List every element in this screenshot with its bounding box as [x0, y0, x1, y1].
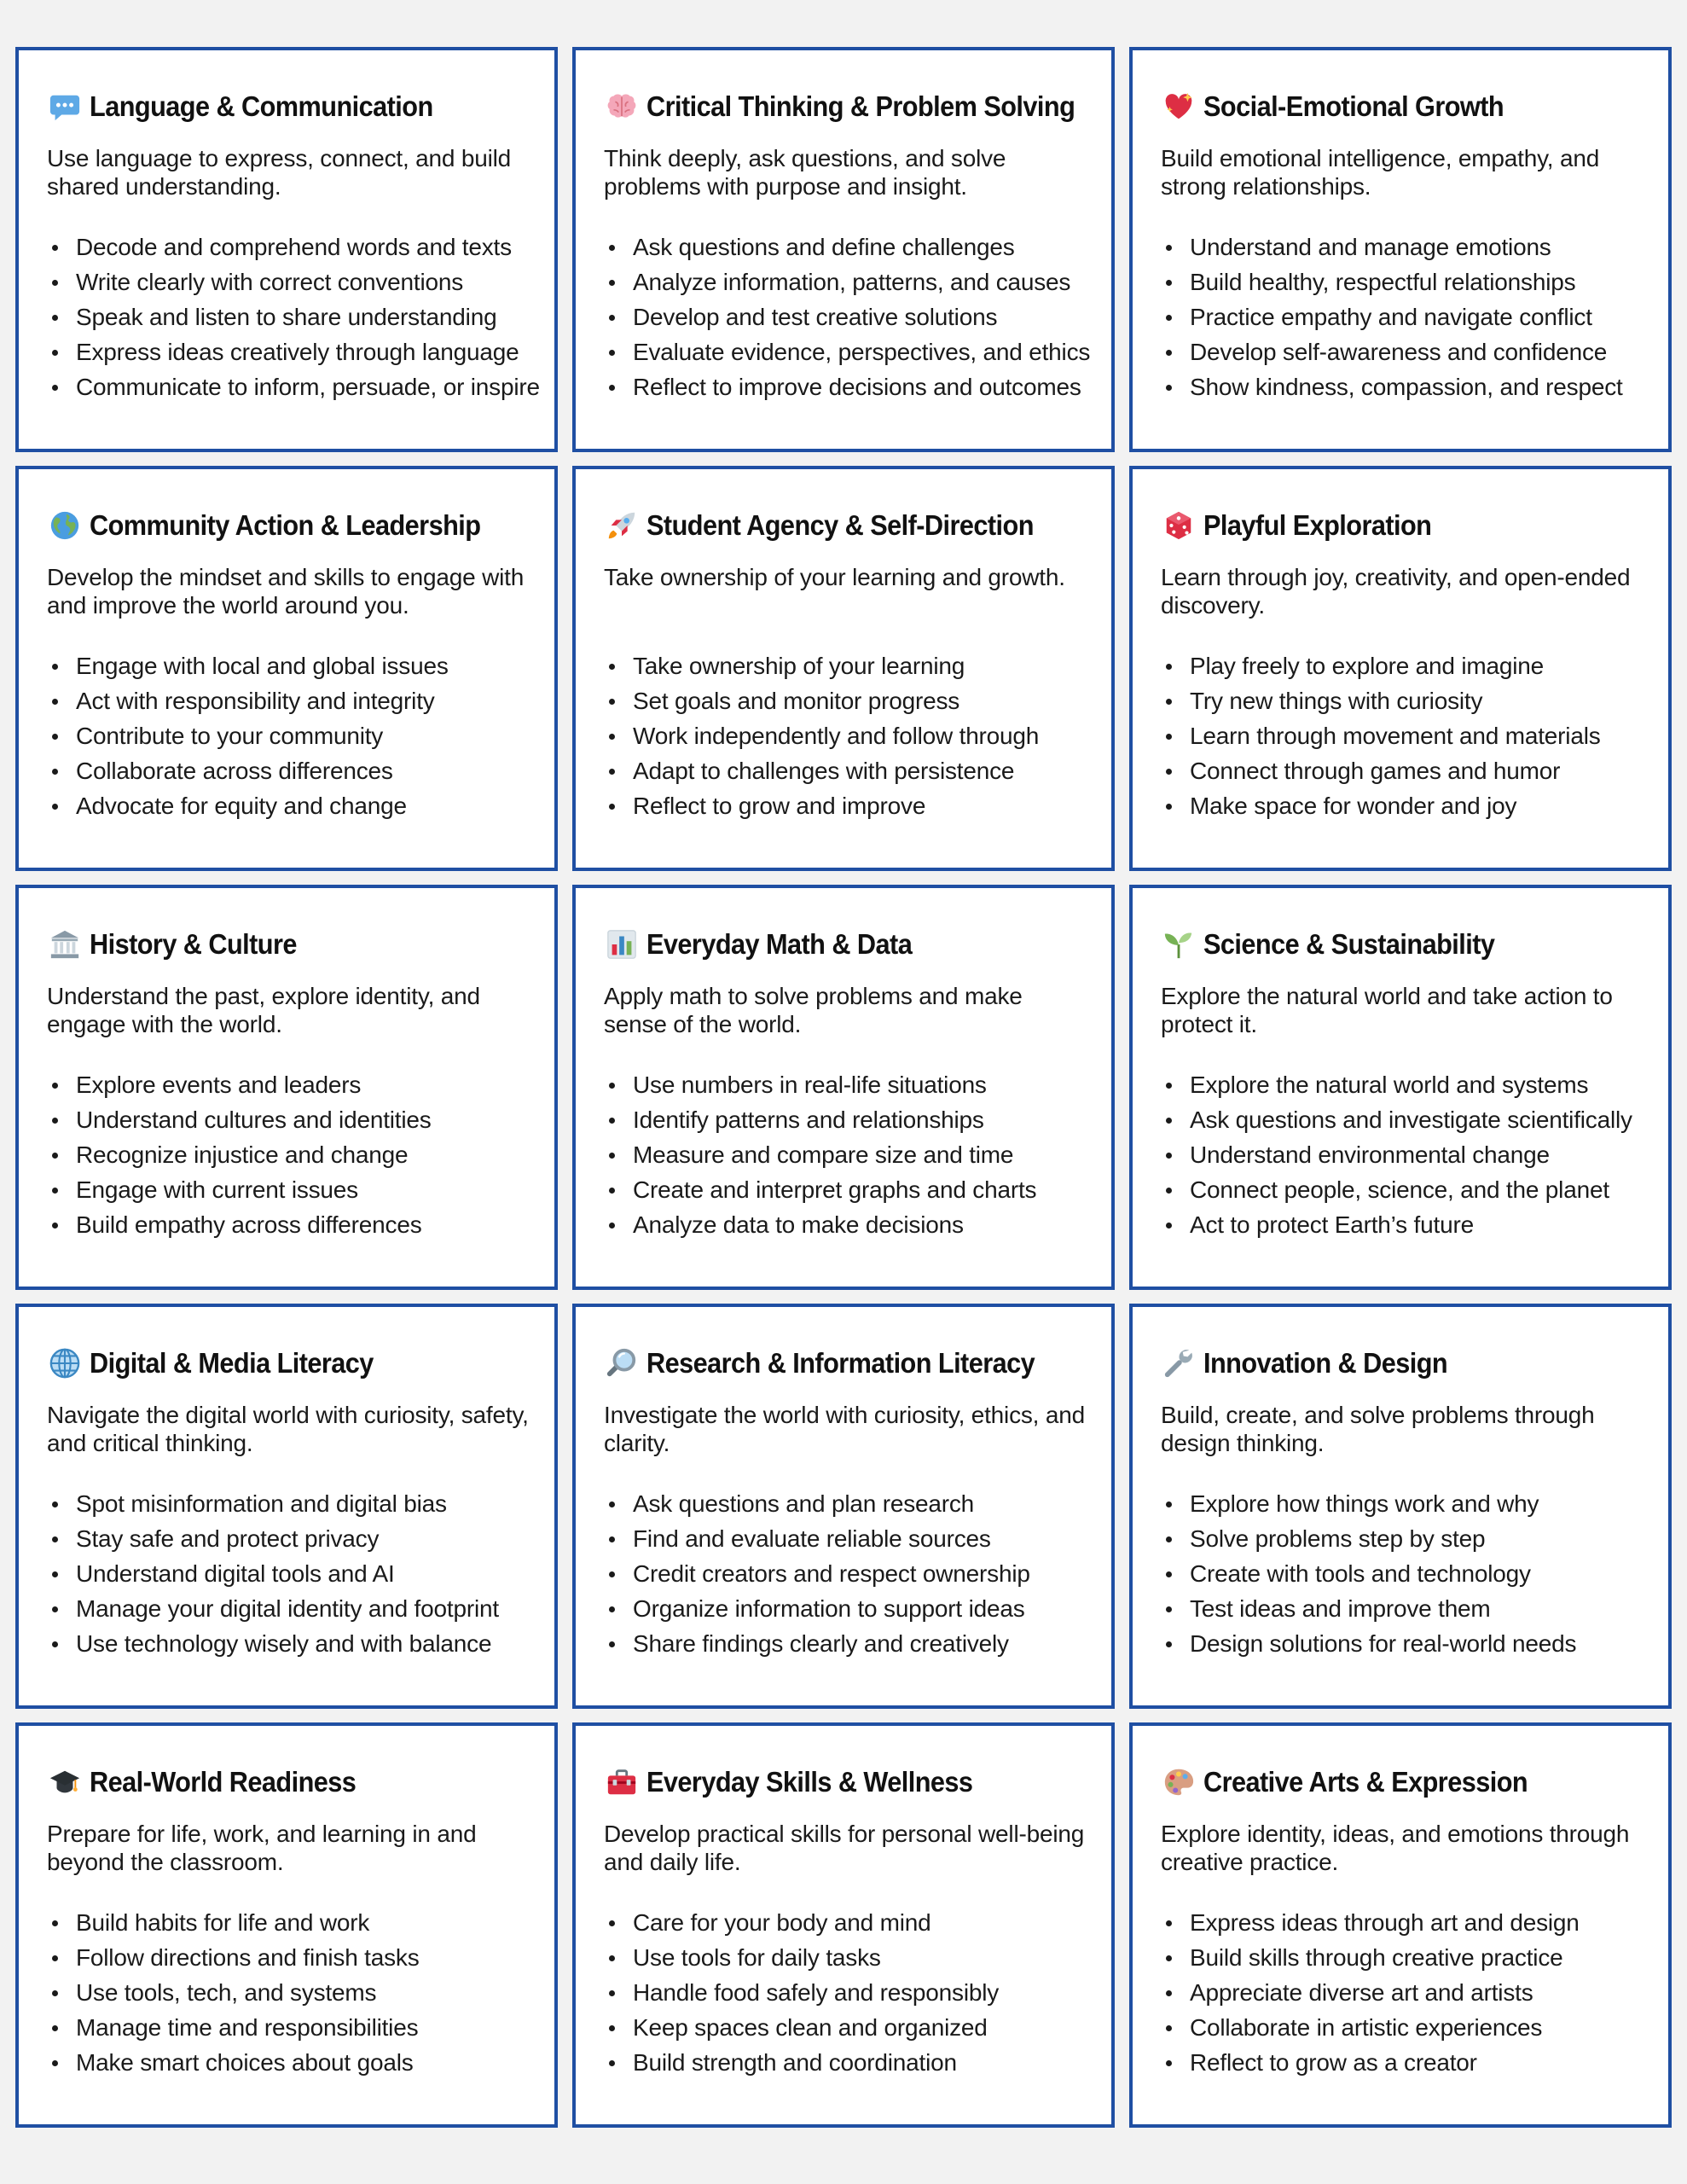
list-item: Manage time and responsibilities [47, 2010, 529, 2045]
list-item: Reflect to grow and improve [604, 788, 1086, 823]
list-item: Use tools, tech, and systems [47, 1975, 529, 2010]
list-item: Organize information to support ideas [604, 1591, 1086, 1626]
list-item: Decode and comprehend words and texts [47, 229, 529, 264]
list-item: Work independently and follow through [604, 718, 1086, 753]
competency-card [1129, 1304, 1672, 1709]
list-item: Adapt to challenges with persistence [604, 753, 1086, 788]
list-item: Solve problems step by step [1161, 1521, 1643, 1556]
dice-icon [1161, 508, 1197, 543]
card-title: Student Agency & Self-Direction [646, 509, 1034, 541]
competency-card [572, 47, 1115, 452]
bar-chart-icon [604, 926, 640, 962]
list-item: Practice empathy and navigate conflict [1161, 299, 1643, 334]
globe-with-meridians-icon [47, 1345, 83, 1381]
card-header [604, 924, 1086, 965]
list-item: Evaluate evidence, perspectives, and ethics [604, 334, 1086, 369]
card-title: Research & Information Literacy [646, 1347, 1035, 1379]
sparkling-heart-icon [1161, 89, 1197, 125]
card-header [47, 1343, 529, 1384]
card-title: Social-Emotional Growth [1203, 90, 1504, 122]
card-bullet-list [1161, 1067, 1643, 1242]
competency-card [15, 466, 558, 871]
list-item: Ask questions and define challenges [604, 229, 1086, 264]
card-title: Language & Communication [90, 90, 433, 122]
list-item: Play freely to explore and imagine [1161, 648, 1643, 683]
card-header [604, 505, 1086, 546]
list-item: Connect through games and humor [1161, 753, 1643, 788]
magnifying-glass-icon [604, 1345, 640, 1381]
list-item: Manage your digital identity and footprint [47, 1591, 529, 1626]
card-description: Build emotional intelligence, empathy, and strong relationships. [1161, 145, 1600, 200]
list-item: Reflect to grow as a creator [1161, 2045, 1643, 2080]
graduation-cap-icon [47, 1764, 83, 1800]
card-bullet-list [47, 1067, 529, 1242]
list-item: Build healthy, respectful relationships [1161, 264, 1643, 299]
list-item: Set goals and monitor progress [604, 683, 1086, 718]
list-item: Make smart choices about goals [47, 2045, 529, 2080]
card-title: History & Culture [90, 928, 297, 960]
list-item: Take ownership of your learning [604, 648, 1086, 683]
card-bullet-list [47, 1905, 529, 2080]
card-description: Prepare for life, work, and learning in and beyond the classroom. [47, 1821, 477, 1875]
list-item: Follow directions and finish tasks [47, 1940, 529, 1975]
speech-bubble-icon [47, 89, 83, 125]
list-item: Ask questions and investigate scientifically [1161, 1102, 1643, 1137]
competency-card [572, 466, 1115, 871]
list-item: Find and evaluate reliable sources [604, 1521, 1086, 1556]
card-title: Everyday Skills & Wellness [646, 1766, 973, 1798]
list-item: Make space for wonder and joy [1161, 788, 1643, 823]
list-item: Credit creators and respect ownership [604, 1556, 1086, 1591]
list-item: Use technology wisely and with balance [47, 1626, 529, 1661]
list-item: Build skills through creative practice [1161, 1940, 1643, 1975]
card-description: Take ownership of your learning and growth. [604, 564, 1065, 590]
card-bullet-list [604, 229, 1091, 404]
list-item: Understand environmental change [1161, 1137, 1643, 1172]
list-item: Explore how things work and why [1161, 1486, 1643, 1521]
card-title: Innovation & Design [1203, 1347, 1448, 1379]
list-item: Understand cultures and identities [47, 1102, 529, 1137]
list-item: Explore the natural world and systems [1161, 1067, 1643, 1102]
card-header [47, 86, 529, 127]
competency-card [572, 1304, 1115, 1709]
list-item: Ask questions and plan research [604, 1486, 1086, 1521]
list-item: Develop self-awareness and confidence [1161, 334, 1643, 369]
list-item: Build habits for life and work [47, 1905, 529, 1940]
card-description: Learn through joy, creativity, and open-ended discovery. [1161, 564, 1631, 619]
brain-icon [604, 89, 640, 125]
seedling-icon [1161, 926, 1197, 962]
card-header [1161, 1762, 1643, 1803]
card-header [604, 86, 1086, 127]
list-item: Design solutions for real-world needs [1161, 1626, 1643, 1661]
list-item: Keep spaces clean and organized [604, 2010, 1086, 2045]
competency-card [572, 885, 1115, 1290]
card-title: Science & Sustainability [1203, 928, 1495, 960]
card-header [604, 1762, 1086, 1803]
list-item: Care for your body and mind [604, 1905, 1086, 1940]
list-item: Measure and compare size and time [604, 1137, 1086, 1172]
list-item: Handle food safely and responsibly [604, 1975, 1086, 2010]
card-bullet-list [604, 1486, 1086, 1661]
list-item: Show kindness, compassion, and respect [1161, 369, 1643, 404]
list-item: Write clearly with correct conventions [47, 264, 529, 299]
competency-card [1129, 1722, 1672, 2128]
card-description: Use language to express, connect, and build shared understanding. [47, 145, 511, 200]
competency-card [15, 47, 558, 452]
list-item: Develop and test creative solutions [604, 299, 1086, 334]
competency-card [572, 1722, 1115, 2128]
card-description: Navigate the digital world with curiosity, safety, and critical thinking. [47, 1402, 529, 1456]
card-title: Community Action & Leadership [90, 509, 481, 541]
card-bullet-list [604, 648, 1086, 823]
list-item: Share findings clearly and creatively [604, 1626, 1086, 1661]
list-item: Engage with current issues [47, 1172, 529, 1207]
card-bullet-list [47, 229, 540, 404]
list-item: Spot misinformation and digital bias [47, 1486, 529, 1521]
toolbox-icon [604, 1764, 640, 1800]
competency-card [1129, 47, 1672, 452]
card-header [1161, 924, 1643, 965]
list-item: Understand digital tools and AI [47, 1556, 529, 1591]
card-bullet-list [1161, 1486, 1643, 1661]
card-title: Real-World Readiness [90, 1766, 357, 1798]
list-item: Identify patterns and relationships [604, 1102, 1086, 1137]
card-bullet-list [604, 1067, 1086, 1242]
card-title: Everyday Math & Data [646, 928, 913, 960]
list-item: Appreciate diverse art and artists [1161, 1975, 1643, 2010]
card-description: Explore the natural world and take action to protect it. [1161, 983, 1613, 1037]
globe-icon [47, 508, 83, 543]
list-item: Engage with local and global issues [47, 648, 529, 683]
list-item: Analyze data to make decisions [604, 1207, 1086, 1242]
card-description: Develop the mindset and skills to engage with and improve the world around you. [47, 564, 525, 619]
list-item: Try new things with curiosity [1161, 683, 1643, 718]
card-bullet-list [1161, 1905, 1643, 2080]
card-description: Develop practical skills for personal well-being and daily life. [604, 1821, 1085, 1875]
competency-card [15, 1722, 558, 2128]
list-item: Speak and listen to share understanding [47, 299, 529, 334]
card-bullet-list [1161, 648, 1643, 823]
list-item: Collaborate in artistic experiences [1161, 2010, 1643, 2045]
list-item: Explore events and leaders [47, 1067, 529, 1102]
card-bullet-list [604, 1905, 1086, 2080]
list-item: Reflect to improve decisions and outcomes [604, 369, 1086, 404]
list-item: Analyze information, patterns, and causes [604, 264, 1086, 299]
list-item: Build empathy across differences [47, 1207, 529, 1242]
list-item: Understand and manage emotions [1161, 229, 1643, 264]
card-description: Think deeply, ask questions, and solve problems with purpose and insight. [604, 145, 1006, 200]
card-header [47, 505, 529, 546]
list-item: Use tools for daily tasks [604, 1940, 1086, 1975]
classical-building-icon [47, 926, 83, 962]
list-item: Contribute to your community [47, 718, 529, 753]
card-header [1161, 1343, 1643, 1384]
card-bullet-list [47, 648, 529, 823]
card-header [1161, 86, 1643, 127]
card-header [604, 1343, 1086, 1384]
wrench-icon [1161, 1345, 1197, 1381]
card-description: Understand the past, explore identity, and engage with the world. [47, 983, 480, 1037]
list-item: Create and interpret graphs and charts [604, 1172, 1086, 1207]
list-item: Use numbers in real-life situations [604, 1067, 1086, 1102]
card-header [47, 924, 529, 965]
list-item: Act with responsibility and integrity [47, 683, 529, 718]
list-item: Express ideas creatively through language [47, 334, 529, 369]
list-item: Build strength and coordination [604, 2045, 1086, 2080]
list-item: Collaborate across differences [47, 753, 529, 788]
list-item: Test ideas and improve them [1161, 1591, 1643, 1626]
card-description: Apply math to solve problems and make sense of the world. [604, 983, 1023, 1037]
competency-card [1129, 885, 1672, 1290]
list-item: Create with tools and technology [1161, 1556, 1643, 1591]
list-item: Act to protect Earth’s future [1161, 1207, 1643, 1242]
card-title: Creative Arts & Expression [1203, 1766, 1528, 1798]
rocket-icon [604, 508, 640, 543]
card-header [47, 1762, 529, 1803]
card-description: Investigate the world with curiosity, ethics, and clarity. [604, 1402, 1085, 1456]
list-item: Stay safe and protect privacy [47, 1521, 529, 1556]
card-title: Critical Thinking & Problem Solving [646, 90, 1075, 122]
competency-card [15, 885, 558, 1290]
card-title: Playful Exploration [1203, 509, 1432, 541]
list-item: Advocate for equity and change [47, 788, 529, 823]
artist-palette-icon [1161, 1764, 1197, 1800]
competency-card [1129, 466, 1672, 871]
card-title: Digital & Media Literacy [90, 1347, 374, 1379]
list-item: Express ideas through art and design [1161, 1905, 1643, 1940]
card-bullet-list [47, 1486, 529, 1661]
list-item: Connect people, science, and the planet [1161, 1172, 1643, 1207]
card-bullet-list [1161, 229, 1643, 404]
list-item: Learn through movement and materials [1161, 718, 1643, 753]
list-item: Recognize injustice and change [47, 1137, 529, 1172]
competency-card [15, 1304, 558, 1709]
list-item: Communicate to inform, persuade, or inspire [47, 369, 529, 404]
card-description: Explore identity, ideas, and emotions through creative practice. [1161, 1821, 1630, 1875]
competency-grid [15, 47, 1672, 2128]
card-description: Build, create, and solve problems through design thinking. [1161, 1402, 1595, 1456]
card-header [1161, 505, 1643, 546]
